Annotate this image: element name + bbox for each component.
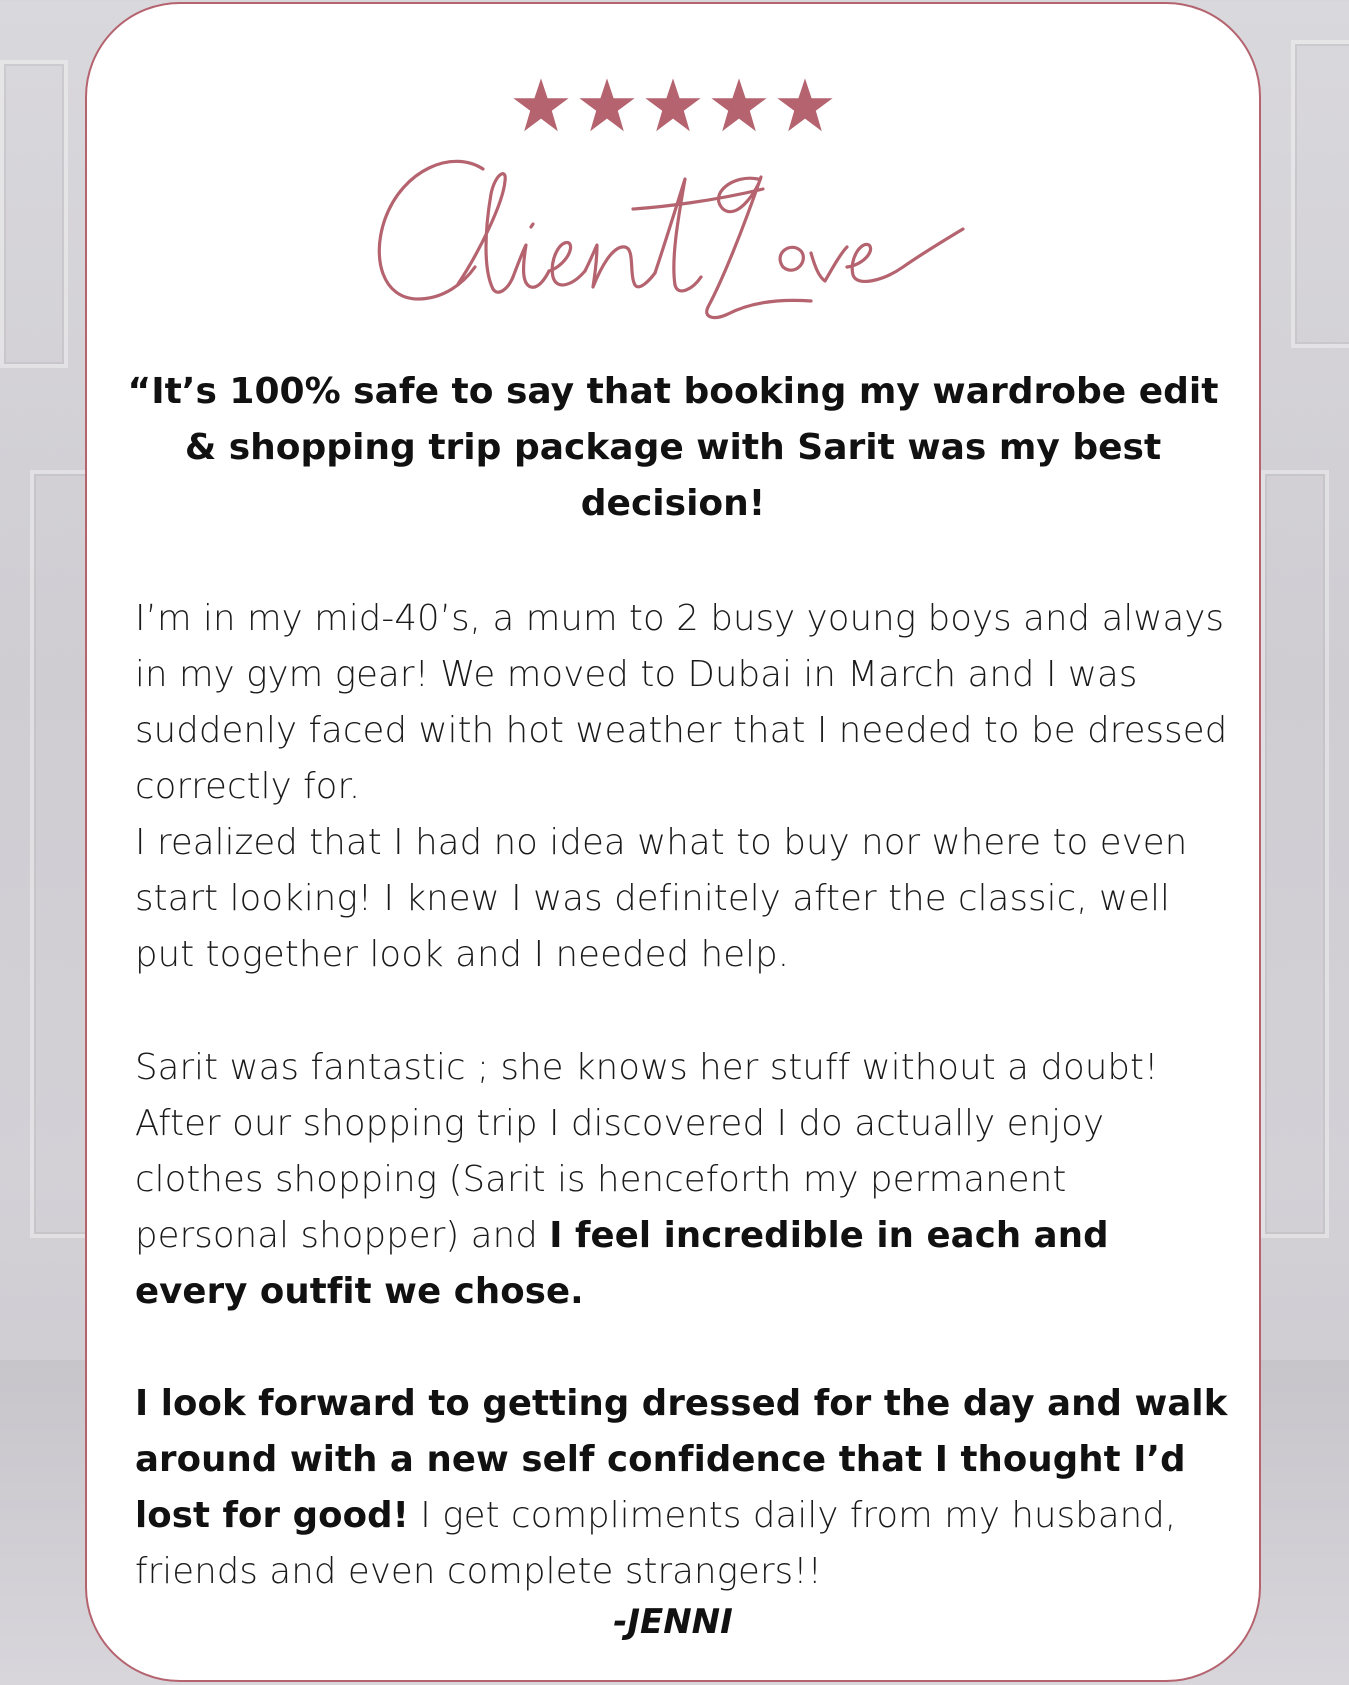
background-panel — [1291, 40, 1349, 348]
testimonial-paragraph — [135, 1376, 1229, 1600]
star-rating — [87, 76, 1259, 136]
paragraph-bold-text: I feel incredible in each and every outfit we chose. — [135, 1215, 1109, 1312]
star-icon — [709, 76, 769, 136]
paragraph-bold-text: I look forward to getting dressed for the day and walk around with a new self confidence that I thought I’d lost for good! — [135, 1383, 1228, 1536]
star-icon — [511, 76, 571, 136]
testimonial-paragraph: I’m in my mid-40’s, a mum to 2 busy young boys and always in my gym gear! We moved to Dubai in March and I was suddenly faced with hot weather that I needed to be dressed correctly for. I realized that I had no idea what to buy nor where to even start looking! I knew I was definitely after the classic, well put together look and I needed help. — [135, 598, 1228, 975]
star-icon — [643, 76, 703, 136]
client-love-script-heading — [87, 149, 1259, 334]
paragraph-text: Sarit was fantastic ; she knows her stuff without a doubt! After our shopping trip I discovered I do actually enjoy clothes shopping (Sarit is henceforth my permanent personal shopper) and — [135, 1047, 1159, 1256]
background-panel — [1261, 470, 1329, 1238]
background-panel — [30, 470, 93, 1238]
paragraph-text: I get compliments daily from my husband, friends and even complete strangers!! — [135, 1495, 1177, 1592]
testimonial-signature: -JENNI — [613, 1602, 733, 1642]
testimonial-paragraph — [135, 1040, 1229, 1320]
testimonial-card — [85, 2, 1261, 1682]
testimonial-quote-headline: “It’s 100% safe to say that booking my wardrobe edit & shopping trip package with Sarit was my best decision! — [127, 371, 1219, 524]
star-icon — [577, 76, 637, 136]
background-panel — [0, 60, 68, 368]
star-icon — [775, 76, 835, 136]
